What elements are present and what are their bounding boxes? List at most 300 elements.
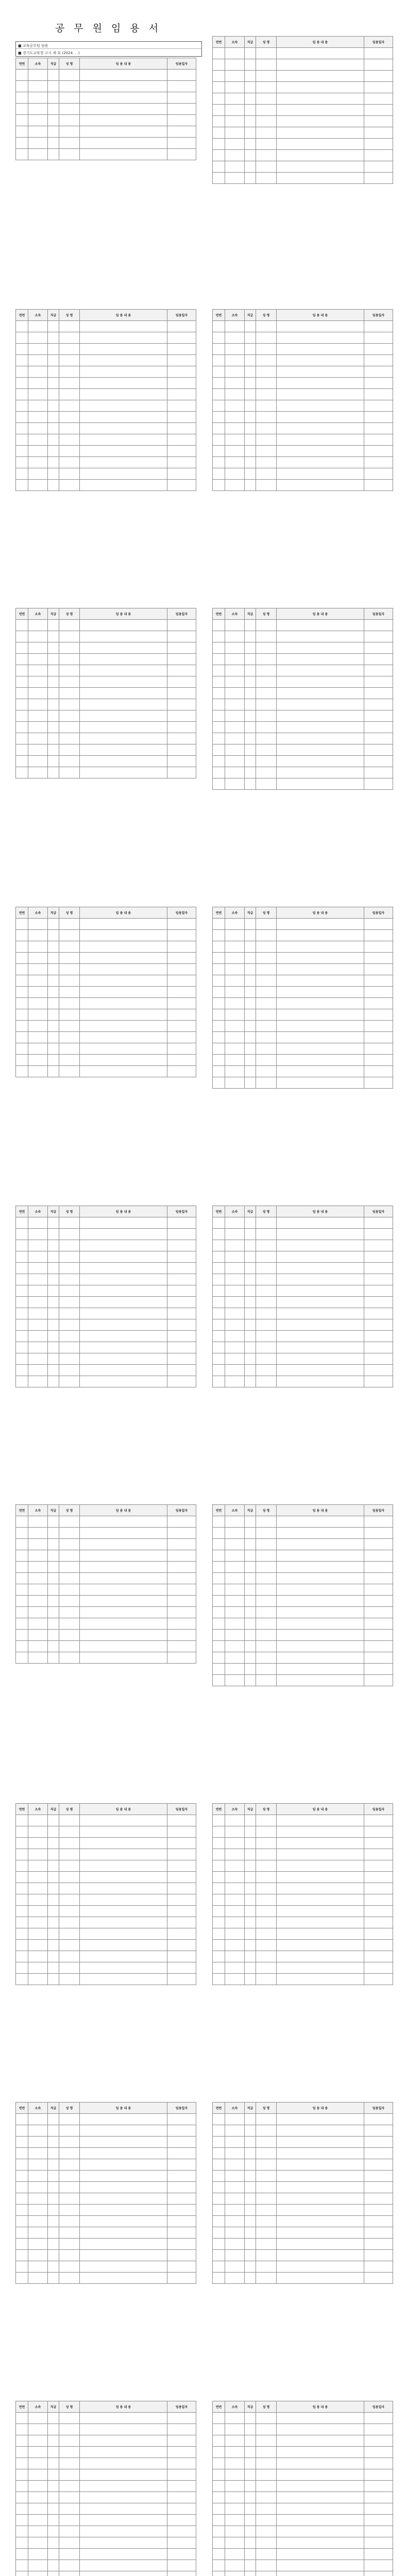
table-row [213,2159,393,2171]
column-header: 성 명 [256,1505,277,1516]
table-cell [225,2239,245,2250]
table-cell [80,2537,167,2549]
table-row [213,2549,393,2560]
table-cell [48,446,59,457]
table-cell [80,70,167,81]
table-cell [245,1331,256,1342]
table-cell [59,2458,80,2469]
table-cell [213,744,225,756]
table-cell [225,699,245,710]
table-row [213,116,393,127]
table-cell [277,1032,364,1043]
table-cell [48,2159,59,2171]
table-cell [28,2447,48,2458]
table-cell [213,2227,225,2239]
table-cell [167,1297,196,1308]
table-cell [16,756,28,767]
table-cell [59,2503,80,2515]
table-row [16,1297,196,1308]
table-cell [16,2114,28,2125]
table-cell [48,1274,59,1285]
table-cell [225,1240,245,1251]
table-cell [59,2159,80,2171]
table-cell [277,1652,364,1664]
table-cell [256,1962,277,1974]
table-cell [28,1342,48,1353]
table-cell [277,378,364,389]
table-cell [364,1894,393,1906]
table-cell [245,964,256,975]
table-cell [213,1917,225,1928]
table-cell [277,1353,364,1365]
table-cell [80,1584,167,1596]
table-cell [167,2171,196,2182]
table-cell [80,756,167,767]
table-cell [256,1607,277,1618]
table-cell [225,987,245,998]
table-cell [213,2424,225,2435]
table-cell [364,1883,393,1894]
table-row [16,620,196,631]
table-cell [167,1263,196,1274]
table-cell [213,2171,225,2182]
table-row [213,1573,393,1584]
table-cell [277,1319,364,1331]
table-row [16,2549,196,2560]
table-cell [364,1528,393,1539]
table-cell [364,105,393,116]
table-cell [213,1562,225,1573]
table-cell [277,412,364,423]
table-cell [80,631,167,642]
table-cell [48,1928,59,1940]
table-cell [16,1021,28,1032]
table-cell [80,2481,167,2492]
table-cell [213,1297,225,1308]
table-cell [59,2250,80,2261]
column-header: 임 용 내 용 [277,2401,364,2413]
table-row [16,1607,196,1618]
column-header: 직급 [245,310,256,321]
table-row [16,2227,196,2239]
table-cell [48,1596,59,1607]
table-cell [167,81,196,92]
table-cell [225,1838,245,1849]
column-header: 연번 [213,1206,225,1217]
appointment-table [212,36,393,184]
table-cell [245,2171,256,2182]
table-cell [277,1906,364,1917]
table-row [213,2571,393,2576]
table-row [213,1539,393,1550]
table-cell [48,1229,59,1240]
table-cell [48,710,59,722]
table-cell [277,1217,364,1229]
table-cell [225,1297,245,1308]
table-cell [256,1894,277,1906]
table-cell [16,115,28,126]
table-cell [256,1032,277,1043]
table-cell [225,355,245,366]
table-cell [245,2515,256,2526]
table-row [213,2250,393,2261]
table-cell [364,2182,393,2193]
table-cell [167,2148,196,2159]
table-row [16,2447,196,2458]
table-row [16,1917,196,1928]
table-cell [80,81,167,92]
table-cell [245,161,256,173]
column-header: 임 용 내 용 [80,907,167,919]
table-row [16,941,196,953]
table-cell [48,1815,59,1826]
table-cell [48,1297,59,1308]
table-cell [16,1319,28,1331]
table-cell [48,642,59,654]
table-cell [28,1894,48,1906]
table-cell [28,953,48,964]
table-cell [167,2447,196,2458]
table-cell [277,1528,364,1539]
table-row [16,480,196,491]
table-row [213,105,393,116]
table-cell [256,468,277,480]
table-cell [213,998,225,1009]
table-cell [16,1928,28,1940]
table-cell [80,1815,167,1826]
table-cell [225,1849,245,1860]
table-cell [364,722,393,733]
table-cell [28,964,48,975]
table-cell [16,2424,28,2435]
table-cell [80,1055,167,1066]
table-cell [277,2515,364,2526]
table-row [16,2492,196,2503]
table-cell [59,1974,80,1985]
table-cell [213,1849,225,1860]
table-cell [16,1584,28,1596]
table-cell [167,699,196,710]
table-cell [245,93,256,105]
table-cell [48,378,59,389]
table-cell [28,1630,48,1641]
table-cell [28,688,48,699]
table-cell [256,953,277,964]
table-cell [225,480,245,491]
table-cell [256,1860,277,1872]
table-cell [277,1331,364,1342]
table-cell [225,93,245,105]
table-cell [16,138,28,149]
table-cell [256,2273,277,2284]
table-cell [213,1516,225,1528]
table-cell [167,1596,196,1607]
table-cell [245,2435,256,2447]
table-cell [80,998,167,1009]
table-cell [245,2537,256,2549]
table-cell [59,321,80,332]
table-cell [16,2273,28,2284]
table-cell [80,1550,167,1562]
table-cell [213,2447,225,2458]
table-cell [59,2273,80,2284]
table-cell [167,412,196,423]
table-cell [28,81,48,92]
table-cell [59,1217,80,1229]
table-cell [245,1308,256,1319]
table-cell [59,70,80,81]
table-cell [28,1009,48,1021]
table-cell [277,1951,364,1962]
table-cell [245,1055,256,1066]
table-cell [59,1815,80,1826]
table-cell [213,2114,225,2125]
table-cell [48,688,59,699]
table-cell [364,964,393,975]
table-cell [364,1550,393,1562]
table-row [213,457,393,468]
table-cell [59,620,80,631]
table-cell [225,1077,245,1089]
table-cell [16,1906,28,1917]
table-cell [225,1641,245,1652]
table-row [213,48,393,59]
column-header: 직급 [48,907,59,919]
table-cell [225,161,245,173]
table-cell [225,1043,245,1055]
table-cell [28,389,48,400]
table-cell [59,2148,80,2159]
table-cell [277,446,364,457]
table-cell [167,1539,196,1550]
table-row [16,1550,196,1562]
table-row [16,2458,196,2469]
table-cell [16,2469,28,2481]
table-cell [28,2171,48,2182]
table-row [16,1860,196,1872]
table-cell [364,150,393,161]
table-cell [28,722,48,733]
table-cell [364,2503,393,2515]
table-cell [225,150,245,161]
table-cell [80,1021,167,1032]
column-header: 성 명 [256,608,277,620]
table-cell [364,434,393,446]
table-cell [256,2250,277,2261]
table-cell [167,1652,196,1664]
table-cell [213,1906,225,1917]
table-cell [364,1263,393,1274]
table-cell [364,423,393,434]
table-cell [364,1630,393,1641]
table-row [213,1618,393,1630]
table-cell [16,953,28,964]
table-cell [80,412,167,423]
table-cell [225,1928,245,1940]
table-cell [167,941,196,953]
table-cell [48,1872,59,1883]
table-cell [59,149,80,160]
table-cell [256,2549,277,2560]
table-cell [80,1928,167,1940]
table-row [213,722,393,733]
table-cell [167,1251,196,1263]
table-cell [256,2424,277,2435]
table-cell [80,1331,167,1342]
column-header: 임 용 내 용 [80,58,167,70]
table-cell [364,1539,393,1550]
table-cell [364,1365,393,1376]
column-header: 성 명 [59,2103,80,2114]
table-cell [256,710,277,722]
table-cell [364,987,393,998]
table-cell [16,480,28,491]
table-cell [225,48,245,59]
column-header: 임용일자 [167,310,196,321]
table-cell [213,1274,225,1285]
table-cell [277,1365,364,1376]
table-cell [245,631,256,642]
table-cell [245,1539,256,1550]
table-cell [277,1550,364,1562]
table-row [213,2148,393,2159]
table-cell [277,1043,364,1055]
intro-line: ■ 경기도교육청 고시 제 호 (2024. . .) [18,51,80,55]
table-cell [80,1641,167,1652]
table-cell [16,1849,28,1860]
table-cell [48,2469,59,2481]
table-cell [364,2526,393,2537]
table-cell [364,59,393,71]
table-cell [80,423,167,434]
column-header: 직급 [48,2103,59,2114]
table-cell [256,1297,277,1308]
table-row [213,1951,393,1962]
table-cell [16,70,28,81]
table-cell [80,1308,167,1319]
column-header: 성 명 [59,608,80,620]
table-cell [256,332,277,344]
table-cell [48,1906,59,1917]
table-cell [364,2571,393,2576]
table-cell [213,344,225,355]
table-cell [16,434,28,446]
table-row [213,654,393,665]
table-cell [48,1562,59,1573]
table-row [16,1573,196,1584]
table-row [213,2526,393,2537]
table-row [213,127,393,139]
column-header: 직급 [48,608,59,620]
table-cell [225,2560,245,2571]
table-cell [225,2413,245,2424]
table-cell [48,138,59,149]
table-cell [213,941,225,953]
column-header: 연번 [16,1206,28,1217]
table-cell [364,1043,393,1055]
column-header: 소속 [28,310,48,321]
table-cell [213,1618,225,1630]
table-cell [48,149,59,160]
table-row [16,149,196,160]
table-cell [245,1528,256,1539]
table-cell [277,468,364,480]
table-cell [364,1021,393,1032]
table-cell [28,1838,48,1849]
table-cell [277,2413,364,2424]
table-cell [167,1815,196,1826]
table-cell [213,378,225,389]
table-cell [213,2537,225,2549]
table-cell [364,756,393,767]
table-row [16,1940,196,1951]
column-header: 임용일자 [167,608,196,620]
table-cell [167,1906,196,1917]
table-cell [364,1906,393,1917]
table-cell [225,344,245,355]
table-cell [16,457,28,468]
table-row [213,71,393,82]
column-header: 성 명 [256,1804,277,1815]
table-cell [167,1319,196,1331]
table-row [213,1043,393,1055]
table-cell [16,1826,28,1838]
table-cell [364,2469,393,2481]
table-row [213,767,393,778]
table-row [16,1528,196,1539]
table-cell [80,138,167,149]
table-cell [256,1951,277,1962]
table-cell [245,2503,256,2515]
table-row [213,1917,393,1928]
table-cell [59,81,80,92]
table-row [213,756,393,767]
table-cell [277,423,364,434]
table-cell [245,2273,256,2284]
table-cell [245,480,256,491]
column-header: 직급 [245,2103,256,2114]
table-cell [245,366,256,378]
table-row [16,1331,196,1342]
table-cell [59,1539,80,1550]
table-cell [256,2137,277,2148]
table-cell [28,2250,48,2261]
table-cell [80,1573,167,1584]
table-cell [59,1838,80,1849]
table-cell [213,1860,225,1872]
table-cell [28,104,48,115]
table-cell [364,161,393,173]
table-cell [364,1872,393,1883]
table-cell [48,1217,59,1229]
table-cell [59,767,80,778]
table-cell [245,1815,256,1826]
table-cell [48,434,59,446]
table-cell [28,321,48,332]
table-cell [225,1055,245,1066]
table-cell [48,2458,59,2469]
table-row [16,1217,196,1229]
table-row [213,2137,393,2148]
table-cell [28,355,48,366]
table-cell [28,756,48,767]
table-cell [28,1652,48,1664]
table-cell [28,1826,48,1838]
table-cell [80,1066,167,1077]
table-cell [364,1217,393,1229]
table-cell [225,1285,245,1297]
table-row [213,161,393,173]
